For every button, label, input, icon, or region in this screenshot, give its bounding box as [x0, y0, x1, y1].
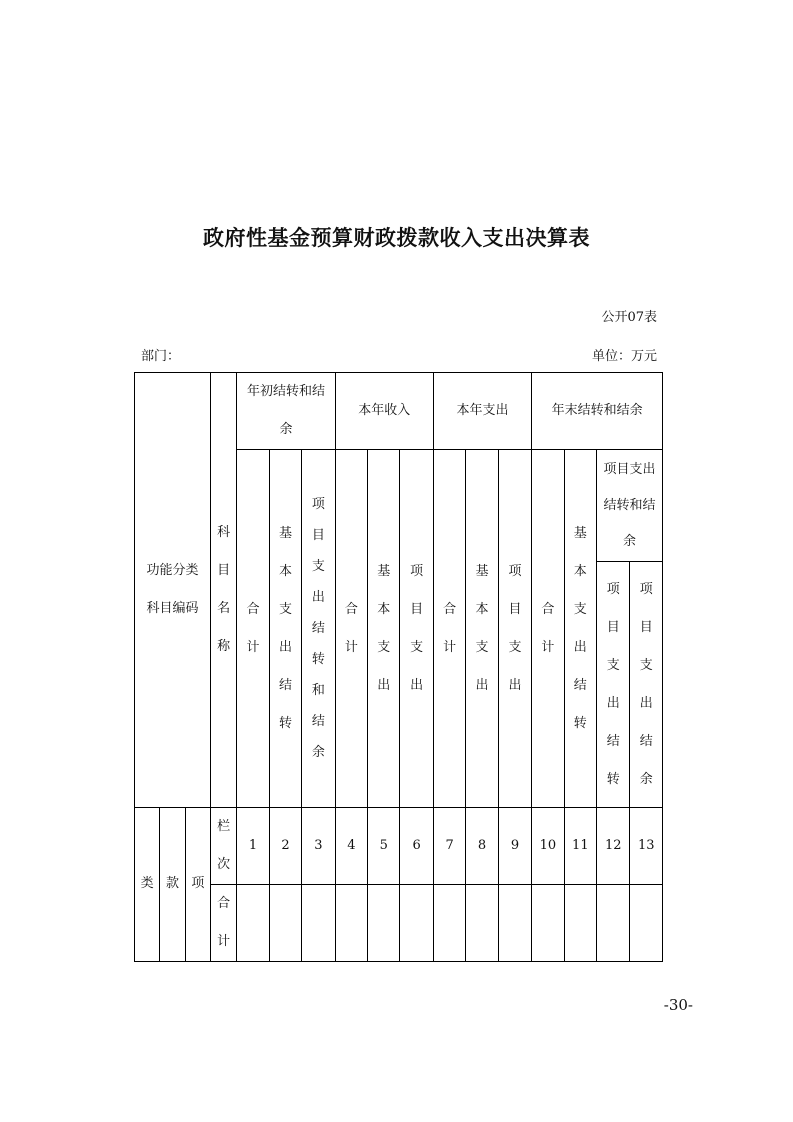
- total-cell: [368, 885, 400, 962]
- exp-total-text: 合计: [443, 601, 457, 655]
- unit-label: 单位：万元: [591, 349, 657, 364]
- col-income-basic: [368, 450, 400, 808]
- col-exp-total: [433, 450, 465, 808]
- col-income-total: [335, 450, 367, 808]
- header-expenditure: 本年支出: [433, 373, 531, 450]
- code-xiang: 项: [185, 808, 210, 962]
- total-cell: [564, 885, 596, 962]
- col-begin-total: [237, 450, 269, 808]
- total-cell: [335, 885, 367, 962]
- end-project-text: 项目支出结转和结余: [603, 461, 656, 549]
- header-income: 本年收入: [335, 373, 433, 450]
- total-cell: [433, 885, 465, 962]
- col-begin-basic: [269, 450, 301, 808]
- total-cell: [400, 885, 433, 962]
- header-end-project: [597, 450, 663, 562]
- header-func-code: [135, 373, 211, 808]
- code-kuan: 款: [160, 808, 185, 962]
- beginning-balance-text: 年初结转和结余: [246, 384, 325, 437]
- col-end-total: [532, 450, 564, 808]
- header-ending-balance: 年末结转和结余: [532, 373, 663, 450]
- exp-project-text: 项目支出: [508, 563, 522, 693]
- header-subject-name: [211, 373, 237, 808]
- func-code-text: 功能分类科目编码: [146, 563, 199, 616]
- colno-13: 13: [630, 808, 663, 885]
- total-cell: [630, 885, 663, 962]
- total-cell: [532, 885, 564, 962]
- col-begin-project: [302, 450, 335, 808]
- colno-4: 4: [335, 808, 367, 885]
- column-no-text: 栏次: [217, 819, 231, 872]
- col-exp-basic: [466, 450, 498, 808]
- income-total-text: 合计: [344, 601, 358, 655]
- colno-9: 9: [498, 808, 531, 885]
- budget-table: [134, 372, 663, 962]
- end-project-balance-text: 项目支出结余: [639, 581, 653, 787]
- begin-total-text: 合计: [246, 601, 260, 655]
- subject-name-text: 科目名称: [217, 525, 231, 654]
- end-basic-text: 基本支出结转: [573, 525, 587, 731]
- row-label-column-no: [211, 808, 237, 885]
- page-title: 政府性基金预算财政拨款收入支出决算表: [203, 226, 590, 250]
- colno-6: 6: [400, 808, 433, 885]
- code-lei: 类: [135, 808, 160, 962]
- colno-10: 10: [532, 808, 564, 885]
- colno-3: 3: [302, 808, 335, 885]
- total-cell: [498, 885, 531, 962]
- colno-5: 5: [368, 808, 400, 885]
- col-end-project-carryover: [597, 562, 630, 808]
- col-exp-project: [498, 450, 531, 808]
- row-label-total: [211, 885, 237, 962]
- form-code: 公开07表: [601, 310, 657, 325]
- begin-project-text: 项目支出结转和结余: [311, 497, 325, 760]
- colno-11: 11: [564, 808, 596, 885]
- income-basic-text: 基本支出: [377, 563, 391, 693]
- col-end-basic: [564, 450, 596, 808]
- col-income-project: [400, 450, 433, 808]
- page-number: -30-: [663, 996, 693, 1014]
- total-cell: [466, 885, 498, 962]
- total-cell: [302, 885, 335, 962]
- income-project-text: 项目支出: [410, 563, 424, 693]
- row-total-text: 合计: [217, 896, 231, 949]
- colno-1: 1: [237, 808, 269, 885]
- header-beginning-balance: [237, 373, 335, 450]
- begin-basic-text: 基本支出结转: [278, 525, 292, 731]
- total-cell: [597, 885, 630, 962]
- colno-8: 8: [466, 808, 498, 885]
- colno-7: 7: [433, 808, 465, 885]
- colno-12: 12: [597, 808, 630, 885]
- department-label: 部门：: [141, 349, 181, 364]
- total-cell: [237, 885, 269, 962]
- exp-basic-text: 基本支出: [475, 563, 489, 693]
- col-end-project-balance: [630, 562, 663, 808]
- total-cell: [269, 885, 301, 962]
- end-total-text: 合计: [541, 601, 555, 655]
- colno-2: 2: [269, 808, 301, 885]
- end-project-carryover-text: 项目支出结转: [606, 581, 620, 787]
